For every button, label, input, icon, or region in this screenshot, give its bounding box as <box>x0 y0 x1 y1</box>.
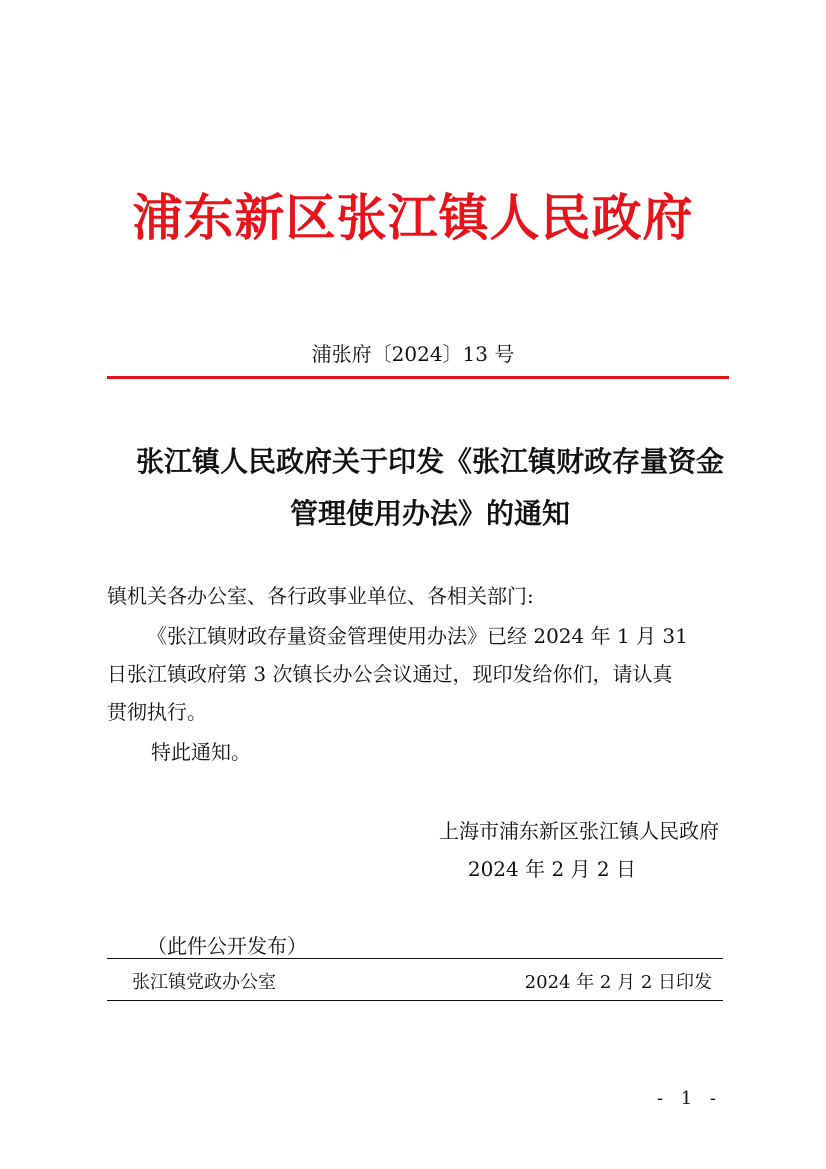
page-number: - 1 - <box>656 1088 722 1109</box>
paragraph-line-3: 贯彻执行。 <box>107 700 207 724</box>
footer-top-rule <box>107 958 723 959</box>
document-title <box>100 436 760 540</box>
paragraph-line-1: 《张江镇财政存量资金管理使用办法》已经 2024 年 1 月 31 <box>147 624 688 648</box>
signature-date: 2024 年 2 月 2 日 <box>467 857 636 881</box>
title-line-2: 管理使用办法》的通知 <box>289 497 570 530</box>
issuing-office: 张江镇党政办公室 <box>132 972 276 993</box>
document-number: 浦张府〔2024〕13 号 <box>311 342 515 366</box>
red-separator-line <box>107 376 729 379</box>
salutation: 镇机关各办公室、各行政事业单位、各相关部门: <box>107 584 534 608</box>
signature-org: 上海市浦东新区张江镇人民政府 <box>439 819 719 843</box>
paragraph-line-2: 日张江镇政府第 3 次镇长办公会议通过，现印发给你们，请认真 <box>107 662 673 686</box>
issuer-masthead: 浦东新区张江镇人民政府 <box>132 188 694 247</box>
print-date: 2024 年 2 月 2 日印发 <box>524 972 712 993</box>
disclosure-note: （此件公开发布） <box>147 934 307 958</box>
closing-remark: 特此通知。 <box>151 740 251 764</box>
title-line-1: 张江镇人民政府关于印发《张江镇财政存量资金 <box>135 445 724 478</box>
footer-bottom-rule <box>107 1000 723 1001</box>
